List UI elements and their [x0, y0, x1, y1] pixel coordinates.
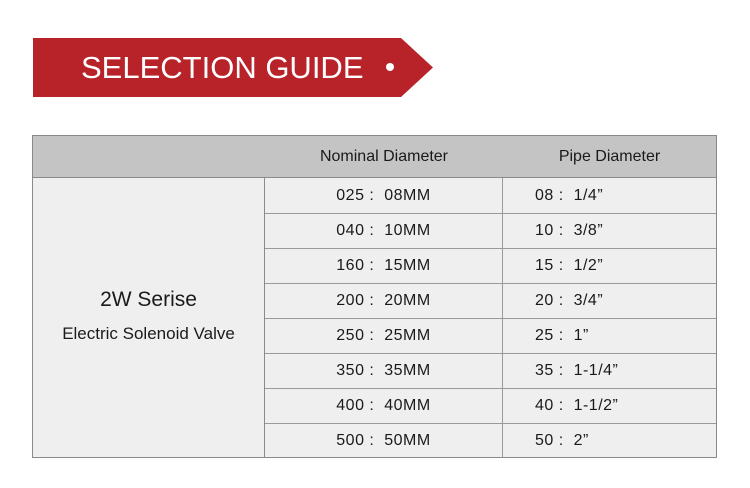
pipe-diameter-cell: 10 : 3/8”	[535, 222, 604, 239]
pipe-diameter-cell: 08 : 1/4”	[535, 187, 604, 204]
nominal-diameter-cell: 040 : 10MM	[265, 213, 503, 248]
nominal-diameter-cell: 350 : 35MM	[265, 353, 503, 388]
series-name: 2W Serise	[100, 288, 197, 311]
pipe-diameter-cell: 20 : 3/4”	[535, 292, 604, 309]
pipe-diameter-cell: 35 : 1-1/4”	[535, 362, 619, 379]
pipe-diameter-cell: 50 : 2”	[535, 432, 589, 449]
table-row	[265, 318, 716, 354]
selection-guide-banner	[33, 38, 433, 97]
table-row	[265, 283, 716, 319]
nominal-diameter-cell: 025 : 08MM	[265, 178, 503, 213]
pipe-diameter-cell: 25 : 1”	[535, 327, 589, 344]
nominal-diameter-cell: 200 : 20MM	[265, 283, 503, 318]
nominal-diameter-cell: 500 : 50MM	[265, 423, 503, 458]
banner-title: SELECTION GUIDE	[81, 50, 364, 85]
table-header	[33, 136, 716, 178]
header-nominal-diameter: Nominal Diameter	[319, 148, 449, 165]
table-row	[265, 178, 716, 214]
nominal-diameter-cell: 250 : 25MM	[265, 318, 503, 353]
nominal-diameter-cell: 160 : 15MM	[265, 248, 503, 283]
bullet-dot-icon	[386, 63, 394, 71]
nominal-diameter-cell: 400 : 40MM	[265, 388, 503, 423]
pipe-diameter-cell: 15 : 1/2”	[535, 257, 604, 274]
table-row	[265, 388, 716, 424]
pipe-diameter-cell: 40 : 1-1/2”	[535, 397, 619, 414]
selection-table	[32, 135, 717, 458]
table-row	[265, 353, 716, 389]
table-row	[265, 213, 716, 249]
header-pipe-diameter: Pipe Diameter	[558, 148, 661, 165]
series-description: Electric Solenoid Valve	[62, 324, 235, 343]
series-cell	[33, 178, 265, 457]
table-row	[265, 248, 716, 284]
table-row	[265, 423, 716, 458]
